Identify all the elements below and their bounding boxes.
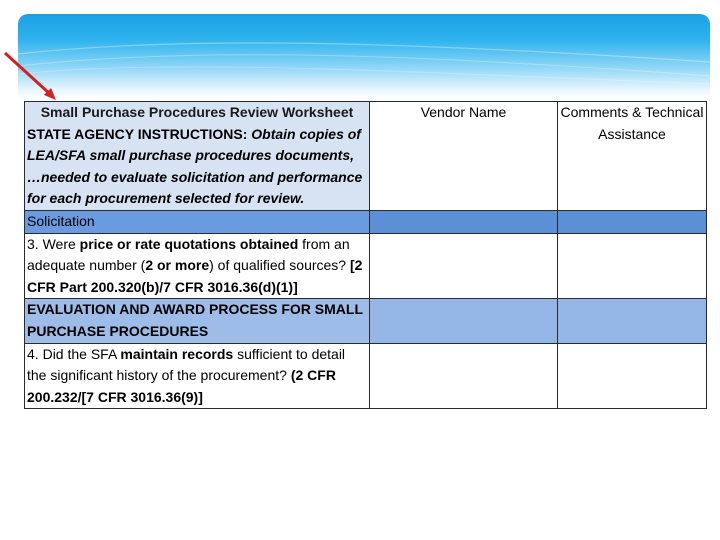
solicitation-label: Solicitation bbox=[25, 210, 370, 233]
question-4-emphasis1: maintain records bbox=[120, 345, 234, 362]
worksheet-header-cell bbox=[25, 102, 370, 211]
evaluation-comments-cell[interactable] bbox=[558, 299, 707, 343]
header-row bbox=[25, 102, 707, 211]
question-4-vendor-cell[interactable] bbox=[370, 343, 558, 409]
question-3-part2: from an adequate number ( bbox=[27, 235, 350, 274]
question-4-comments-cell[interactable] bbox=[558, 343, 707, 409]
evaluation-section-row bbox=[25, 299, 707, 343]
solicitation-vendor-cell[interactable] bbox=[370, 210, 558, 233]
question-4-row bbox=[25, 343, 707, 409]
vendor-name-label: Vendor Name bbox=[420, 104, 507, 120]
header-banner bbox=[18, 14, 710, 100]
question-3-text bbox=[25, 233, 370, 299]
solicitation-section-row bbox=[25, 210, 707, 233]
comments-header bbox=[558, 102, 707, 211]
question-4-part1: Did the SFA bbox=[42, 345, 117, 362]
question-4-text bbox=[25, 343, 370, 409]
question-3-part3: ) of qualified sources? bbox=[209, 257, 347, 274]
question-3-emphasis2: 2 or more bbox=[145, 257, 210, 274]
question-4-number: 4. bbox=[27, 345, 39, 362]
question-3-citation: [2 CFR Part 200.320(b)/7 CFR 3016.36(d)(1)] bbox=[27, 257, 363, 295]
evaluation-vendor-cell[interactable] bbox=[370, 299, 558, 343]
question-4-part2: sufficient to detail the significant history of the procurement? bbox=[27, 345, 346, 384]
vendor-name-header bbox=[370, 102, 558, 211]
question-3-comments-cell[interactable] bbox=[558, 233, 707, 299]
worksheet-title: Small Purchase Procedures Review Worksheet bbox=[40, 104, 354, 120]
question-3-emphasis1: price or rate quotations obtained bbox=[79, 235, 299, 252]
question-3-part1: Were bbox=[42, 235, 76, 252]
state-agency-instructions bbox=[27, 124, 367, 210]
review-worksheet-table bbox=[24, 101, 707, 409]
question-3-number: 3. bbox=[27, 235, 39, 252]
evaluation-label: EVALUATION AND AWARD PROCESS FOR SMALL PURCHASE PROCEDURES bbox=[25, 299, 370, 343]
question-3-row bbox=[25, 233, 707, 299]
instructions-text: Obtain copies of LEA/SFA small purchase procedures documents, …needed to evaluate solicitation and performance for each procurement selected for review. bbox=[27, 125, 363, 207]
instructions-lead: STATE AGENCY INSTRUCTIONS: bbox=[27, 125, 248, 142]
banner-wave-decoration bbox=[18, 14, 710, 100]
question-3-vendor-cell[interactable] bbox=[370, 233, 558, 299]
solicitation-comments-cell[interactable] bbox=[558, 210, 707, 233]
question-4-citation: (2 CFR 200.232/[7 CFR 3016.36(9)] bbox=[27, 367, 336, 405]
comments-label: Comments & Technical Assistance bbox=[560, 104, 704, 142]
